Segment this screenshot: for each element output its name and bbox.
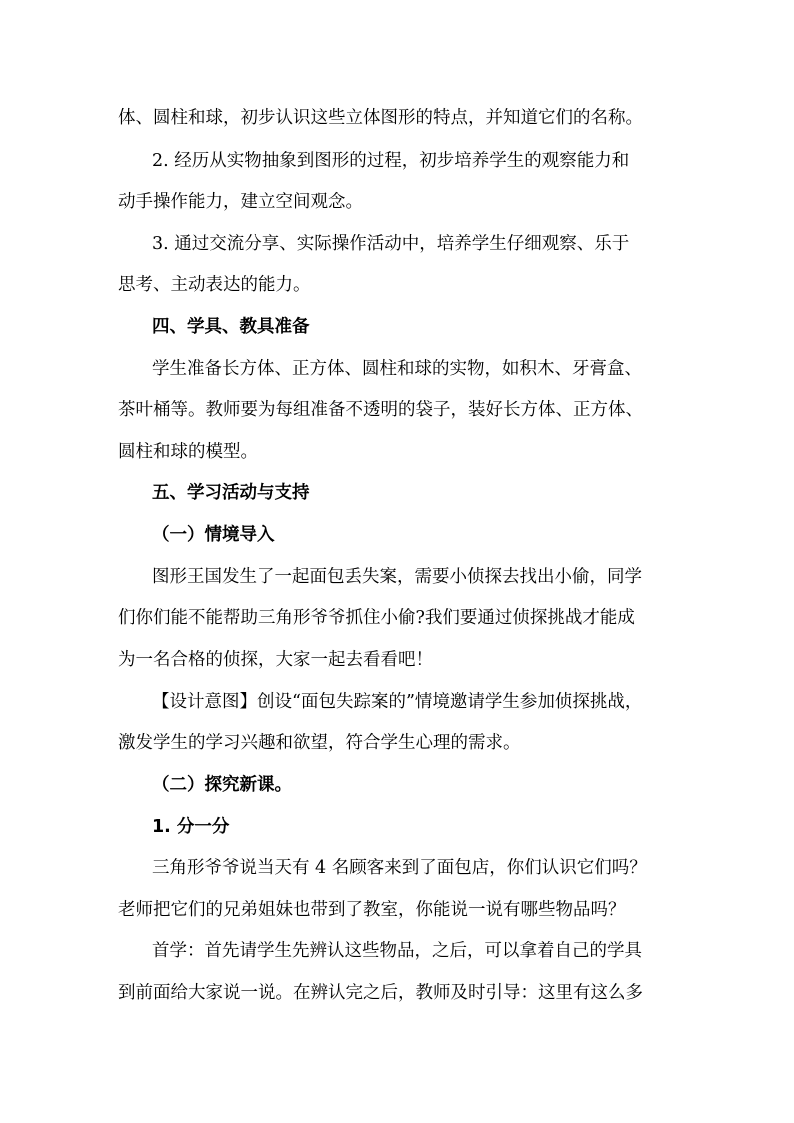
paragraph-line: 2. 经历从实物抽象到图形的过程，初步培养学生的观察能力和 [152,151,630,171]
paragraph-line: 茶叶桶等。教师要为每组准备不透明的袋子，装好长方体、正方体、 [118,400,643,420]
paragraph-line: 为一名合格的侦探，大家一起去看看吧！ [118,650,433,670]
subsection-heading: （二）探究新课。 [152,775,292,795]
paragraph-line: 思考、主动表达的能力。 [118,275,311,295]
paragraph-line: 体、圆柱和球，初步认识这些立体图形的特点，并知道它们的名称。 [118,108,643,128]
item-heading: 1. 分一分 [152,817,230,837]
paragraph-line: 【设计意图】创设“面包失踪案的”情境邀请学生参加侦探挑战， [152,692,643,712]
paragraph-line: 学生准备长方体、正方体、圆柱和球的实物，如积木、牙膏盒、 [152,359,642,379]
paragraph-line: 老师把它们的兄弟姐妹也带到了教室，你能说一说有哪些物品吗？ [118,900,626,920]
paragraph-line: 们你们能不能帮助三角形爷爷抓住小偷?我们要通过侦探挑战才能成 [118,608,635,628]
paragraph-line: 到前面给大家说一说。在辨认完之后，教师及时引导：这里有这么多 [118,983,643,1003]
paragraph-line: 三角形爷爷说当天有 4 名顾客来到了面包店，你们认识它们吗？ [152,858,647,878]
paragraph-line: 首学：首先请学生先辨认这些物品，之后，可以拿着自己的学具 [152,941,642,961]
paragraph-line: 激发学生的学习兴趣和欲望，符合学生心理的需求。 [118,733,521,753]
paragraph-line: 图形王国发生了一起面包丢失案，需要小侦探去找出小偷，同学 [152,567,642,587]
paragraph-line: 动手操作能力，建立空间观念。 [118,192,363,212]
subsection-heading: （一）情境导入 [152,525,275,545]
section-heading: 四、学具、教具准备 [152,317,310,337]
paragraph-line: 3. 通过交流分享、实际操作活动中，培养学生仔细观察、乐于 [152,234,630,254]
section-heading: 五、学习活动与支持 [152,483,310,503]
paragraph-line: 圆柱和球的模型。 [118,442,258,462]
